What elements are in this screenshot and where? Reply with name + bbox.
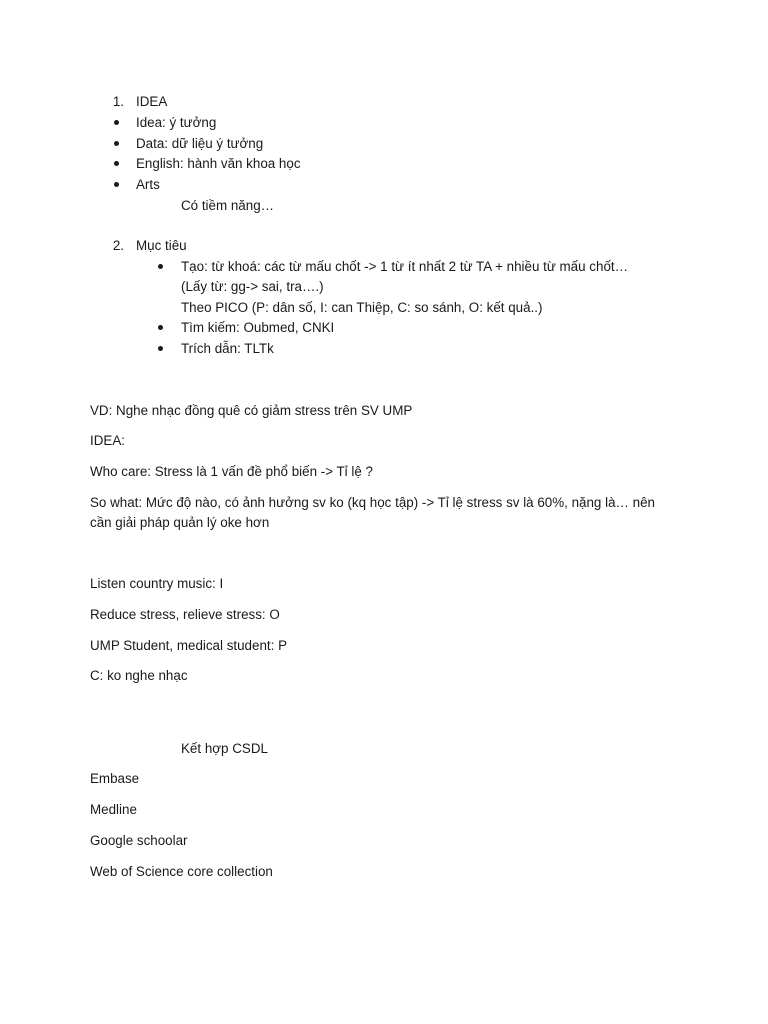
pico-line: C: ko nghe nhạc bbox=[90, 668, 188, 683]
list-item: Tìm kiếm: Oubmed, CNKI bbox=[181, 320, 335, 335]
list-item-continuation: (Lấy từ: gg-> sai, tra….) bbox=[181, 279, 324, 294]
list-item: Idea: ý tưởng bbox=[136, 115, 217, 130]
list-item: Tạo: từ khoá: các từ mấu chốt -> 1 từ ít nhất 2 từ TA + nhiều từ mấu chốt… bbox=[181, 259, 629, 274]
database-item: Google schoolar bbox=[90, 833, 188, 848]
list-item: Data: dữ liệu ý tưởng bbox=[136, 136, 264, 151]
database-item: Web of Science core collection bbox=[90, 864, 273, 879]
bullet-icon bbox=[158, 264, 163, 269]
list-item: Arts bbox=[136, 177, 160, 192]
bullet-icon bbox=[114, 141, 119, 146]
pico-line: Listen country music: I bbox=[90, 576, 224, 591]
bullet-icon bbox=[114, 120, 119, 125]
bullet-icon bbox=[158, 346, 163, 351]
database-item: Embase bbox=[90, 771, 140, 786]
list-item: Trích dẫn: TLTk bbox=[181, 341, 274, 356]
bullet-icon bbox=[114, 182, 119, 187]
list-item: English: hành văn khoa học bbox=[136, 156, 301, 171]
pico-line: UMP Student, medical student: P bbox=[90, 638, 287, 653]
bullet-icon bbox=[158, 325, 163, 330]
bullet-icon bbox=[114, 161, 119, 166]
list-number-2: 2. bbox=[112, 238, 124, 253]
so-what-line: So what: Mức độ nào, có ảnh hưởng sv ko (kq học tập) -> Tỉ lệ stress sv là 60%, nặng là… nên bbox=[90, 495, 655, 510]
database-item: Medline bbox=[90, 802, 137, 817]
idea-label: IDEA: bbox=[90, 433, 125, 448]
example-line: VD: Nghe nhạc đồng quê có giảm stress trên SV UMP bbox=[90, 403, 413, 418]
indented-note: Có tiềm năng… bbox=[181, 198, 275, 213]
pico-line: Reduce stress, relieve stress: O bbox=[90, 607, 280, 622]
section-1-title: IDEA bbox=[136, 94, 168, 109]
so-what-line-continuation: cần giải pháp quản lý oke hơn bbox=[90, 515, 270, 530]
database-heading: Kết hợp CSDL bbox=[181, 741, 268, 756]
list-number-1: 1. bbox=[112, 94, 124, 109]
section-2-title: Mục tiêu bbox=[136, 238, 187, 253]
who-care-line: Who care: Stress là 1 vấn đề phổ biến -> Tỉ lệ ? bbox=[90, 464, 373, 479]
list-item-continuation: Theo PICO (P: dân số, I: can Thiệp, C: so sánh, O: kết quả..) bbox=[181, 300, 543, 315]
